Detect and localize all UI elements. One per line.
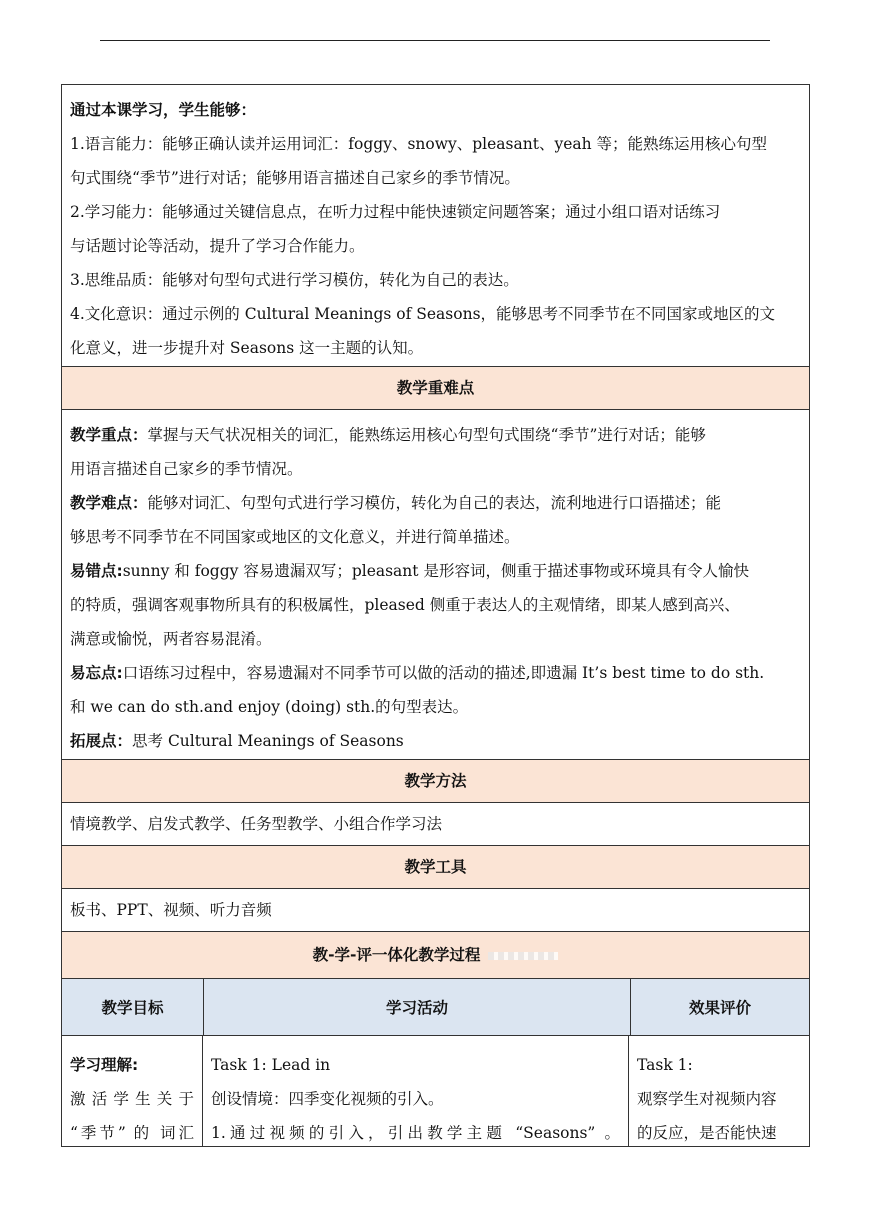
tools-content: 板书、PPT、视频、听力音频 bbox=[62, 889, 809, 932]
focus-text: 掌握与天气状况相关的词汇，能熟练运用核心句型句式围绕“季节”进行对话；能够 bbox=[147, 426, 706, 444]
process-title: 教-学-评一体化教学过程 bbox=[312, 946, 481, 964]
activity-text: 1.通过视频的引入，引出教学主题 “Seasons” 。 bbox=[211, 1124, 620, 1142]
eval-text: 的反应，是否能快速 bbox=[637, 1124, 777, 1142]
process-header bbox=[62, 932, 809, 979]
process-row bbox=[62, 1036, 809, 1147]
goal-label: 学习理解: bbox=[70, 1056, 139, 1074]
objective-line: 句式围绕“季节”进行对话；能够用语言描述自己家乡的季节情况。 bbox=[70, 169, 520, 187]
eval-text: 观察学生对视频内容 bbox=[637, 1090, 777, 1108]
key-points-cell bbox=[62, 410, 809, 760]
goal-text: 激 活 学 生 关 于 bbox=[70, 1090, 194, 1108]
col-activity-header: 学习活动 bbox=[204, 979, 631, 1035]
process-column-headers bbox=[62, 979, 809, 1036]
col-eval-header: 效果评价 bbox=[688, 999, 751, 1017]
objective-line: 化意义，进一步提升对 Seasons 这一主题的认知。 bbox=[70, 339, 424, 357]
objectives-heading: 通过本课学习，学生能够： bbox=[70, 101, 257, 119]
extend-label: 拓展点： bbox=[70, 732, 133, 750]
objectives-cell bbox=[62, 85, 809, 367]
difficulty-text: 够思考不同季节在不同国家或地区的文化意义，并进行简单描述。 bbox=[70, 528, 520, 546]
objective-line: 2.学习能力：能够通过关键信息点，在听力过程中能快速锁定问题答案；通过小组口语对话练习 bbox=[70, 203, 721, 221]
tools-header: 教学工具 bbox=[62, 846, 809, 889]
activity-text: Task 1: Lead in bbox=[211, 1056, 331, 1074]
focus-text: 用语言描述自己家乡的季节情况。 bbox=[70, 460, 303, 478]
error-text: sunny 和 foggy 容易遗漏双写；pleasant 是形容词，侧重于描述事物或环境具有令人愉快 bbox=[122, 562, 749, 580]
activity-cell bbox=[203, 1036, 629, 1146]
focus-label: 教学重点： bbox=[70, 426, 148, 444]
error-text: 满意或愉悦，两者容易混淆。 bbox=[70, 630, 272, 648]
goal-cell bbox=[62, 1036, 203, 1146]
objective-line: 4.文化意识：通过示例的 Cultural Meanings of Seasons，能够思考不同季节在不同国家或地区的文 bbox=[70, 305, 776, 323]
forget-text: 和 we can do sth.and enjoy (doing) sth.的句型表达。 bbox=[70, 698, 469, 716]
key-points-header: 教学重难点 bbox=[62, 367, 809, 410]
header-rule bbox=[100, 40, 770, 41]
forget-text: 口语练习过程中，容易遗漏对不同季节可以做的活动的描述,即遗漏 It’s best time to do sth. bbox=[122, 664, 765, 682]
objective-line: 3.思维品质：能够对句型句式进行学习模仿，转化为自己的表达。 bbox=[70, 271, 519, 289]
difficulty-label: 教学难点： bbox=[70, 494, 148, 512]
faint-watermark bbox=[488, 952, 558, 960]
error-label: 易错点: bbox=[70, 562, 123, 580]
extend-text: 思考 Cultural Meanings of Seasons bbox=[132, 732, 404, 750]
eval-text: Task 1: bbox=[637, 1056, 693, 1074]
methods-content: 情境教学、启发式教学、任务型教学、小组合作学习法 bbox=[62, 803, 809, 846]
goal-text: “季节” 的 词汇 bbox=[70, 1124, 194, 1142]
eval-cell bbox=[629, 1036, 807, 1146]
error-text: 的特质，强调客观事物所具有的积极属性，pleased 侧重于表达人的主观情绪，即某人感到高兴、 bbox=[70, 596, 740, 614]
col-goal-header: 教学目标 bbox=[62, 979, 204, 1035]
methods-header: 教学方法 bbox=[62, 760, 809, 803]
activity-text: 创设情境：四季变化视频的引入。 bbox=[211, 1090, 444, 1108]
forget-label: 易忘点: bbox=[70, 664, 123, 682]
objective-line: 与话题讨论等活动，提升了学习合作能力。 bbox=[70, 237, 365, 255]
difficulty-text: 能够对词汇、句型句式进行学习模仿，转化为自己的表达，流利地进行口语描述；能 bbox=[147, 494, 722, 512]
lesson-plan-table bbox=[61, 84, 810, 1147]
objective-line: 1.语言能力：能够正确认读并运用词汇：foggy、snowy、pleasant、yeah 等；能熟练运用核心句型 bbox=[70, 135, 768, 153]
